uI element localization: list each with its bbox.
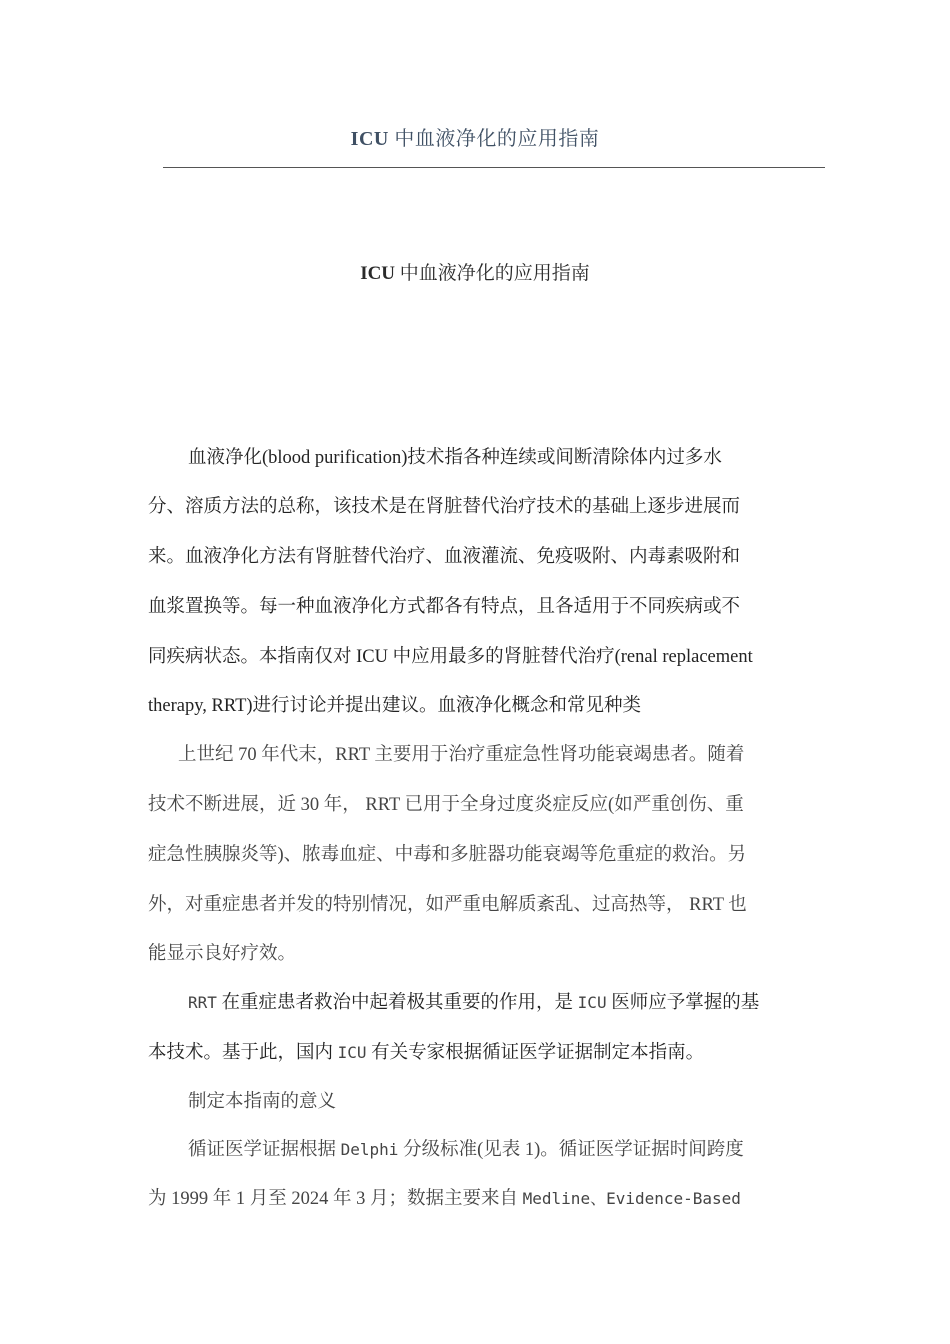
paragraph-line: 来。血液净化方法有肾脏替代治疗、血液灌流、免疫吸附、内毒素吸附和 [148,547,741,567]
document-title: ICU 中血液净化的应用指南 [360,263,590,284]
paragraph-line: 循证医学证据根据 Delphi 分级标准(见表 1)。循证医学证据时间跨度 [188,1140,744,1160]
paragraph-line: 分、溶质方法的总称，该技术是在肾脏替代治疗技术的基础上逐步进展而 [148,497,741,517]
paragraph-line: 技术不断进展，近 30 年， RRT 已用于全身过度炎症反应(如严重创伤、重 [148,795,744,815]
running-header-title: ICU 中血液净化的应用指南 [350,128,600,150]
section-heading: 制定本指南的意义 [188,1092,337,1112]
paragraph-line: 症急性胰腺炎等)、脓毒血症、中毒和多脏器功能衰竭等危重症的救治。另 [148,845,747,865]
paragraph-line: 上世纪 70 年代末，RRT 主要用于治疗重症急性肾功能衰竭患者。随着 [178,745,745,765]
paragraph-line: RRT 在重症患者救治中起着极其重要的作用，是 ICU 医师应予掌握的基 [188,993,760,1013]
paragraph-line: 能显示良好疗效。 [148,944,297,964]
paragraph-line: 血浆置换等。每一种血液净化方式都各有特点，且各适用于不同疾病或不 [148,597,741,617]
header-divider [163,167,825,168]
paragraph-line: 为 1999 年 1 月至 2024 年 3 月；数据主要来自 Medline、Evidence-Based [148,1189,741,1209]
paragraph-line: 本技术。基于此，国内 ICU 有关专家根据循证医学证据制定本指南。 [148,1043,705,1063]
paragraph-line: therapy, RRT)进行讨论并提出建议。血液净化概念和常见种类 [148,696,642,716]
paragraph-line: 外，对重症患者并发的特别情况，如严重电解质紊乱、过高热等， RRT 也 [148,895,747,915]
paragraph-line: 血液净化(blood purification)技术指各种连续或间断清除体内过多水 [188,448,722,468]
paragraph-line: 同疾病状态。本指南仅对 ICU 中应用最多的肾脏替代治疗(renal replacement [148,647,753,667]
